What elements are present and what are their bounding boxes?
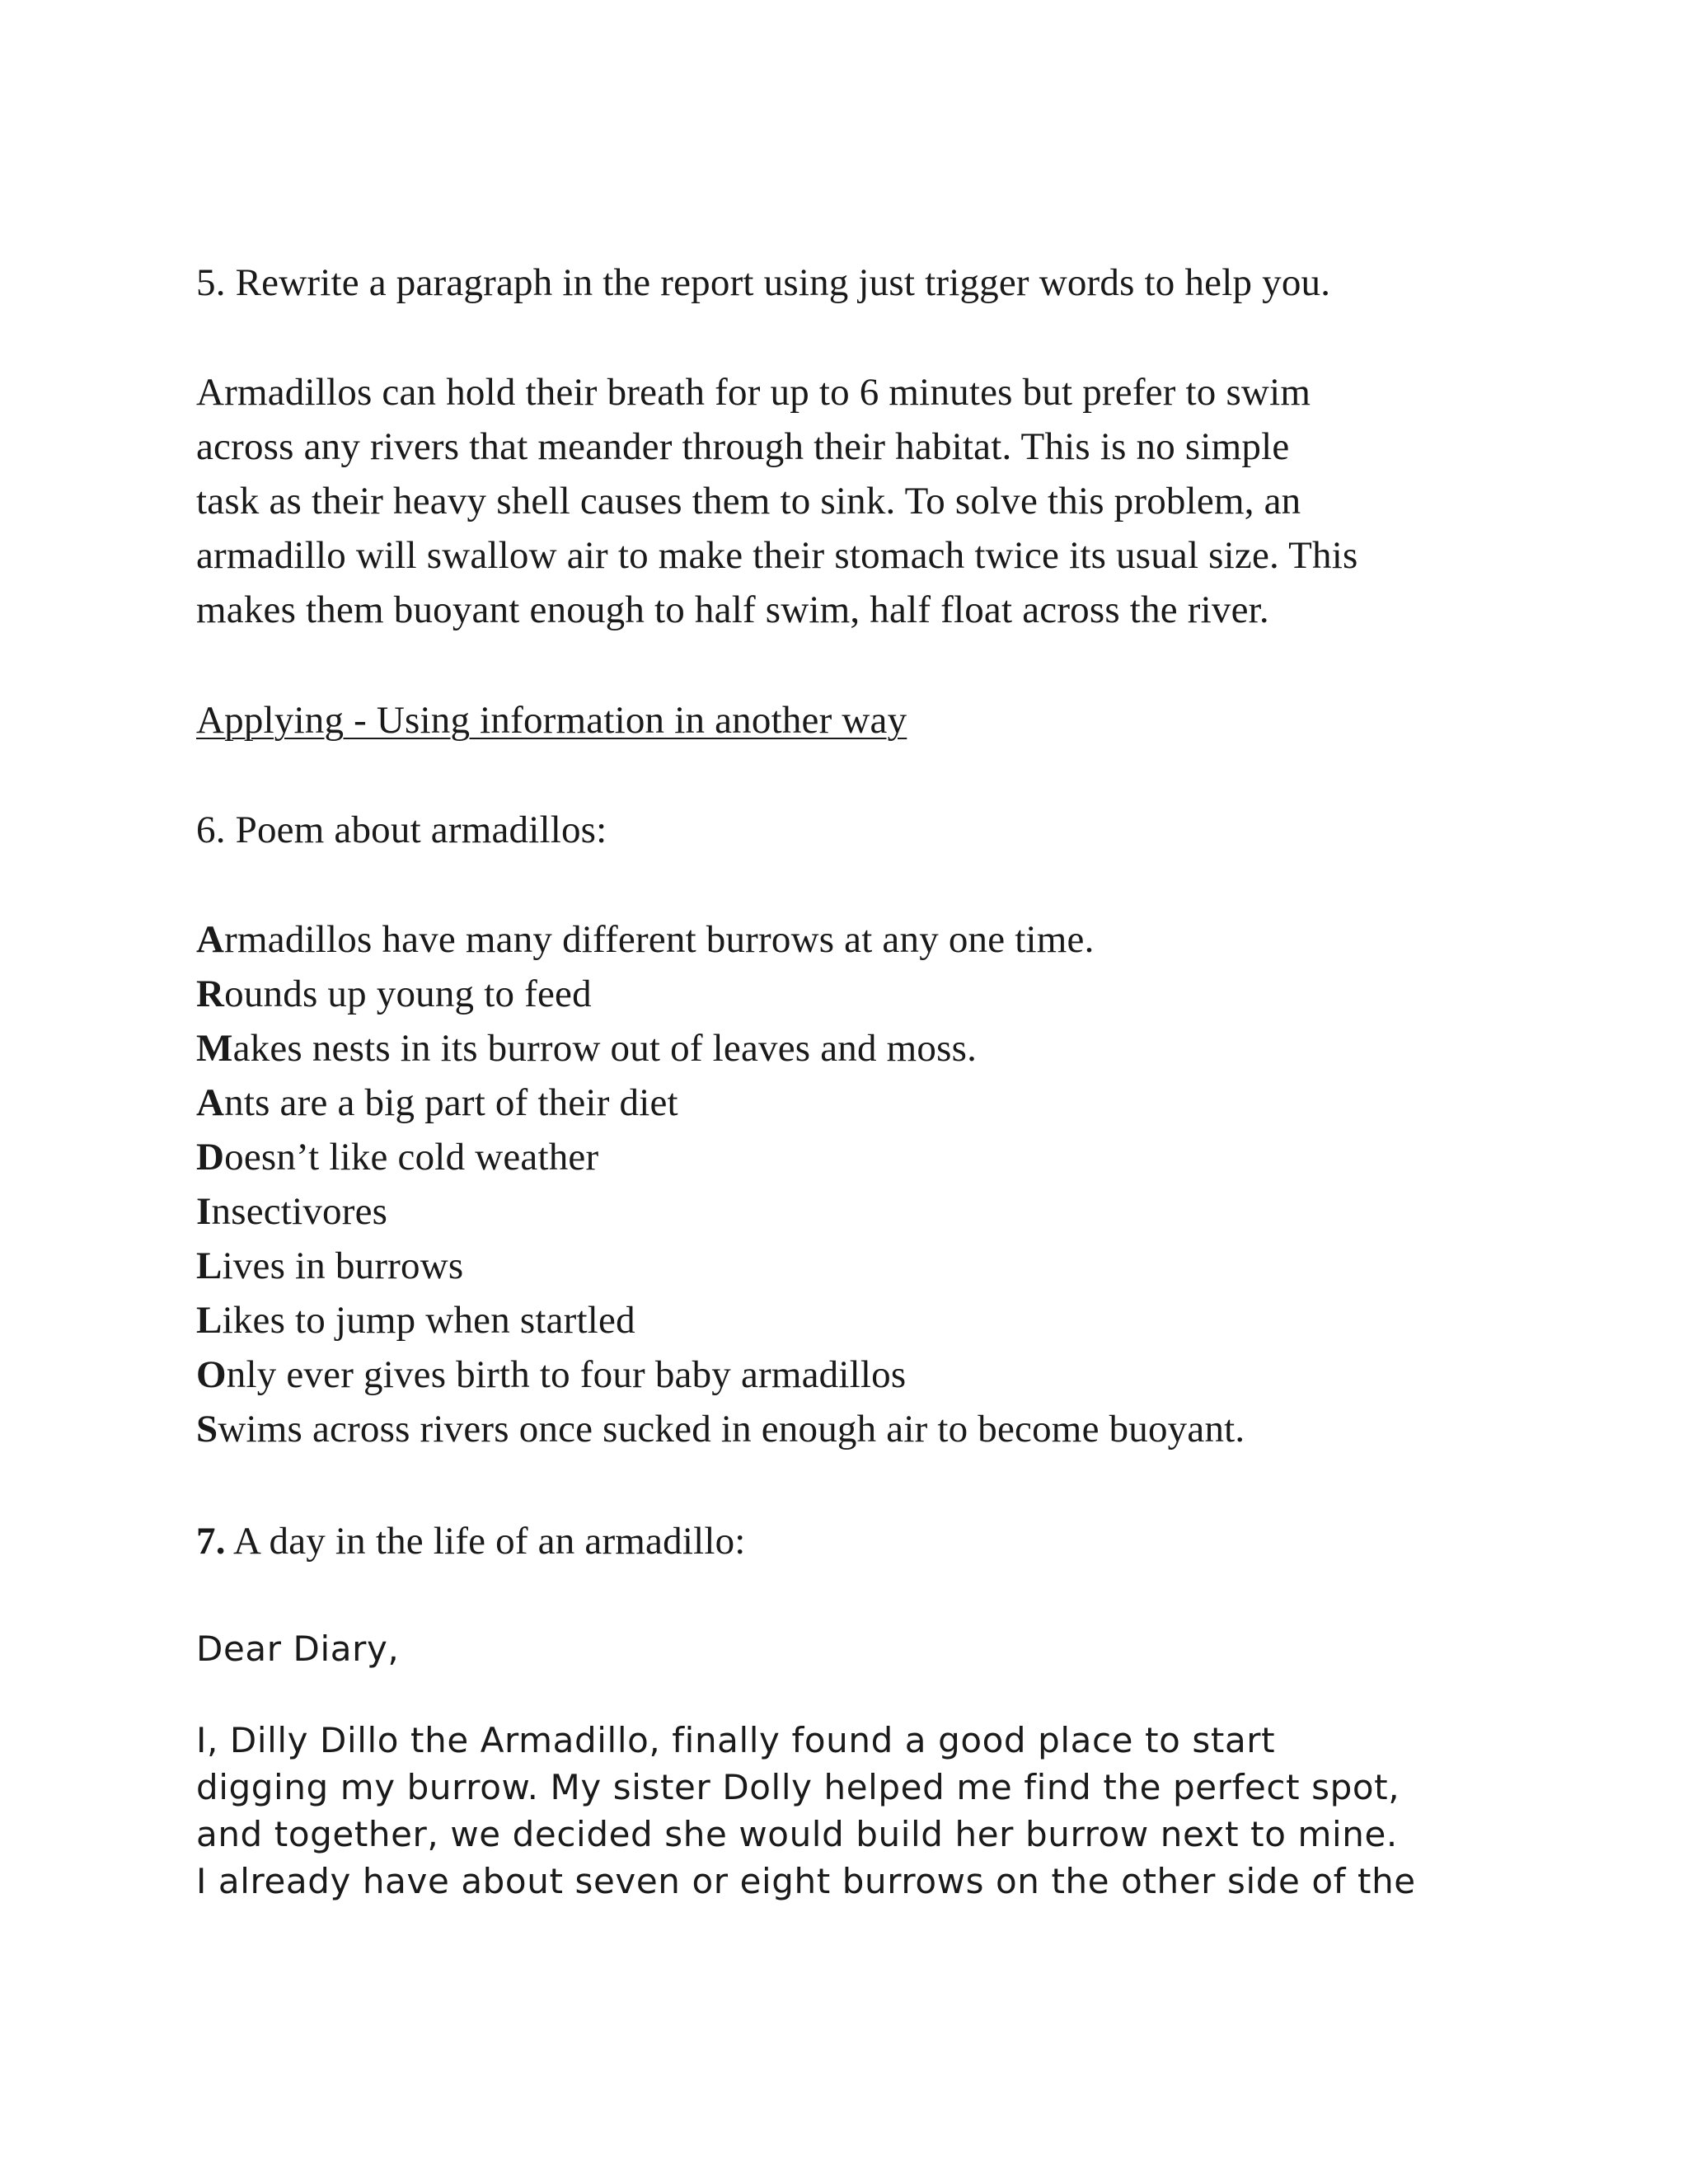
task7-number: 7.: [196, 1520, 226, 1563]
task7-heading-text: A day in the life of an armadillo:: [225, 1520, 746, 1563]
poem-text: ikes to jump when startled: [222, 1299, 635, 1342]
paragraph-line: task as their heavy shell causes them to sink. To solve this problem, an: [196, 480, 1301, 523]
poem-line: [196, 1076, 1245, 1130]
poem-text: wims across rivers once sucked in enough air to become buoyant.: [218, 1408, 1245, 1451]
task5-section: [196, 255, 1330, 310]
poem-initial: A: [196, 918, 225, 961]
paragraph-line: makes them buoyant enough to half swim, half float across the river.: [196, 588, 1269, 631]
poem-line: [196, 1239, 1245, 1293]
task6-heading: 6. Poem about armadillos:: [196, 808, 607, 851]
poem-initial: L: [196, 1299, 223, 1342]
poem-text: ives in burrows: [222, 1244, 464, 1287]
poem-initial: R: [196, 972, 225, 1015]
task5-heading: 5. Rewrite a paragraph in the report using just trigger words to help you.: [196, 261, 1331, 304]
poem-initial: D: [196, 1136, 225, 1179]
poem-text: oesn’t like cold weather: [224, 1136, 599, 1179]
diary-line: I, Dilly Dillo the Armadillo, finally found a good place to start: [196, 1720, 1276, 1760]
poem-line: [196, 1130, 1245, 1184]
poem-line: [196, 1021, 1245, 1076]
diary-line: and together, we decided she would build her burrow next to mine.: [196, 1814, 1398, 1854]
poem-initial: A: [196, 1081, 225, 1124]
applying-section: [196, 693, 907, 748]
diary-line: digging my burrow. My sister Dolly helped me find the perfect spot,: [196, 1767, 1400, 1807]
paragraph-line: armadillo will swallow air to make their stomach twice its usual size. This: [196, 534, 1358, 577]
poem-line: [196, 1293, 1245, 1347]
poem-initial: S: [196, 1408, 218, 1451]
diary-greeting: Dear Diary,: [196, 1629, 400, 1669]
poem-text: nsectivores: [211, 1190, 388, 1233]
diary-entry: [196, 1717, 1416, 1905]
diary-line: I already have about seven or eight burrows on the other side of the: [196, 1861, 1416, 1901]
poem-text: akes nests in its burrow out of leaves and moss.: [232, 1027, 978, 1070]
poem-line: [196, 1347, 1245, 1402]
poem-text: nly ever gives birth to four baby armadillos: [226, 1353, 907, 1396]
paragraph-line: Armadillos can hold their breath for up to 6 minutes but prefer to swim: [196, 371, 1311, 414]
poem-text: rmadillos have many different burrows at any one time.: [224, 918, 1095, 961]
poem-initial: I: [196, 1190, 212, 1233]
poem-text: nts are a big part of their diet: [224, 1081, 678, 1124]
diary-greeting-block: [196, 1625, 399, 1672]
applying-heading: Applying - Using information in another way: [196, 699, 907, 742]
poem: [196, 912, 1245, 1456]
task5-paragraph: [196, 365, 1357, 637]
poem-line: [196, 967, 1245, 1021]
poem-initial: L: [196, 1244, 223, 1287]
paragraph-line: across any rivers that meander through their habitat. This is no simple: [196, 425, 1290, 468]
poem-text: ounds up young to feed: [224, 972, 592, 1015]
task6-section: [196, 803, 607, 857]
poem-line: [196, 912, 1245, 967]
task7-section: [196, 1514, 746, 1568]
poem-line: [196, 1402, 1245, 1456]
poem-initial: O: [196, 1353, 227, 1396]
poem-line: [196, 1184, 1245, 1239]
poem-initial: M: [196, 1027, 233, 1070]
task7-heading: [196, 1514, 746, 1568]
